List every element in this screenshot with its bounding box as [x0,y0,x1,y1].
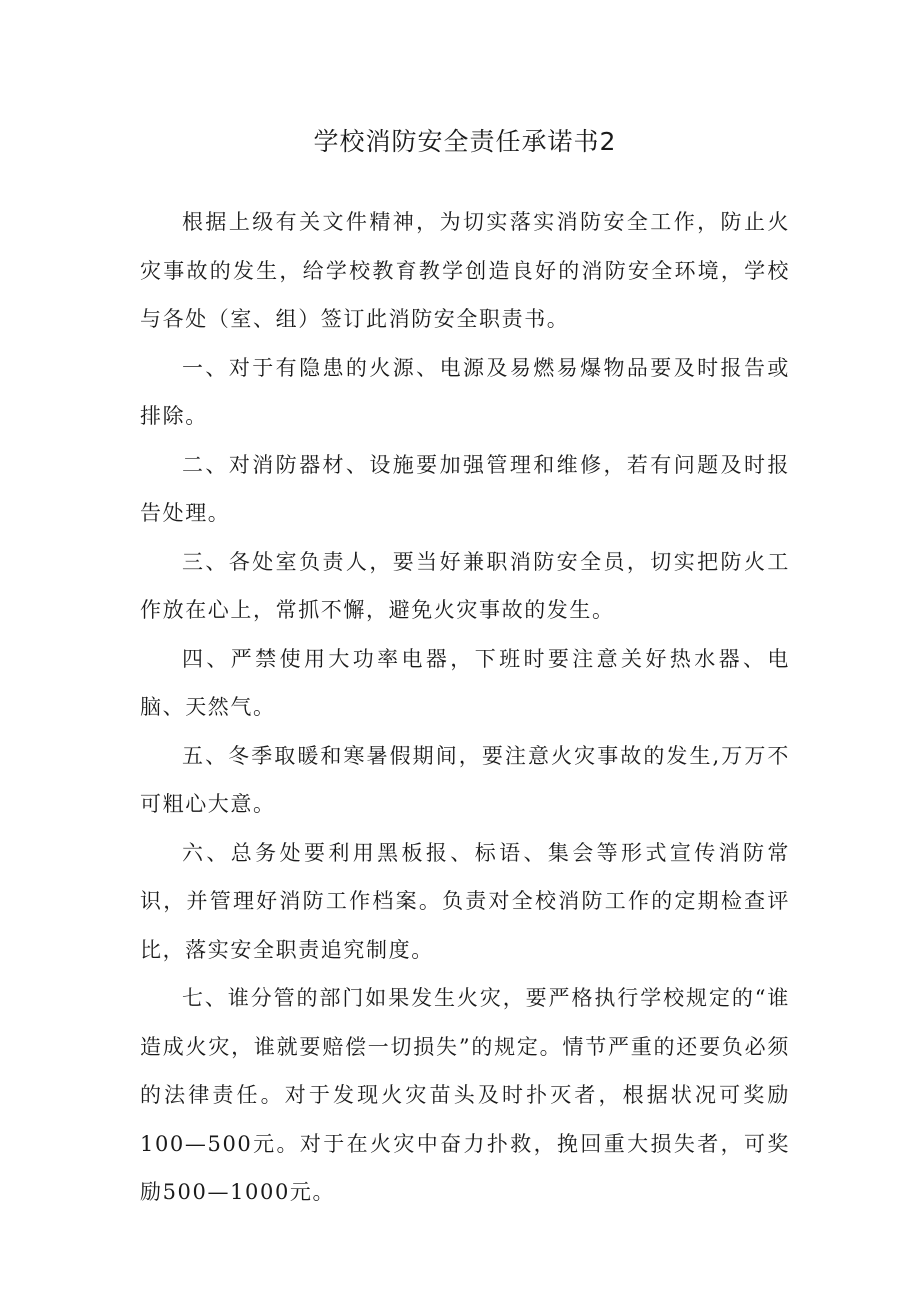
paragraph-item-2: 二、对消防器材、设施要加强管理和维修，若有问题及时报告处理。 [140,452,790,525]
document-title: 学校消防安全责任承诺书2 [313,127,617,156]
document-page [140,118,790,1217]
paragraph-item-7: 七、谁分管的部门如果发生火灾，要严格执行学校规定的“谁造成火灾，谁就要赔偿一切损失”的规定。情节严重的还要负必须的法律责任。对于发现火灾苗头及时扑灭者，根据状况可奖励100—500元。对于在火灾中奋力扑救，挽回重大损失者，可奖励500—1000元。 [140,986,790,1204]
paragraph-item-5: 五、冬季取暖和寒暑假期间，要注意火灾事故的发生,万万不可粗心大意。 [140,743,790,816]
paragraph-item-3: 三、各处室负责人，要当好兼职消防安全员，切实把防火工作放在心上，常抓不懈，避免火灾事故的发生。 [140,549,790,622]
paragraph-item-4: 四、严禁使用大功率电器，下班时要注意关好热水器、电脑、天然气。 [140,646,790,719]
paragraph-item-1: 一、对于有隐患的火源、电源及易燃易爆物品要及时报告或排除。 [140,355,790,428]
paragraph-intro: 根据上级有关文件精神，为切实落实消防安全工作，防止火灾事故的发生，给学校教育教学创造良好的消防安全环境，学校与各处（室、组）签订此消防安全职责书。 [140,210,790,331]
paragraph-item-6: 六、总务处要利用黑板报、标语、集会等形式宣传消防常识，并管理好消防工作档案。负责对全校消防工作的定期检查评比，落实安全职责追究制度。 [140,840,790,962]
